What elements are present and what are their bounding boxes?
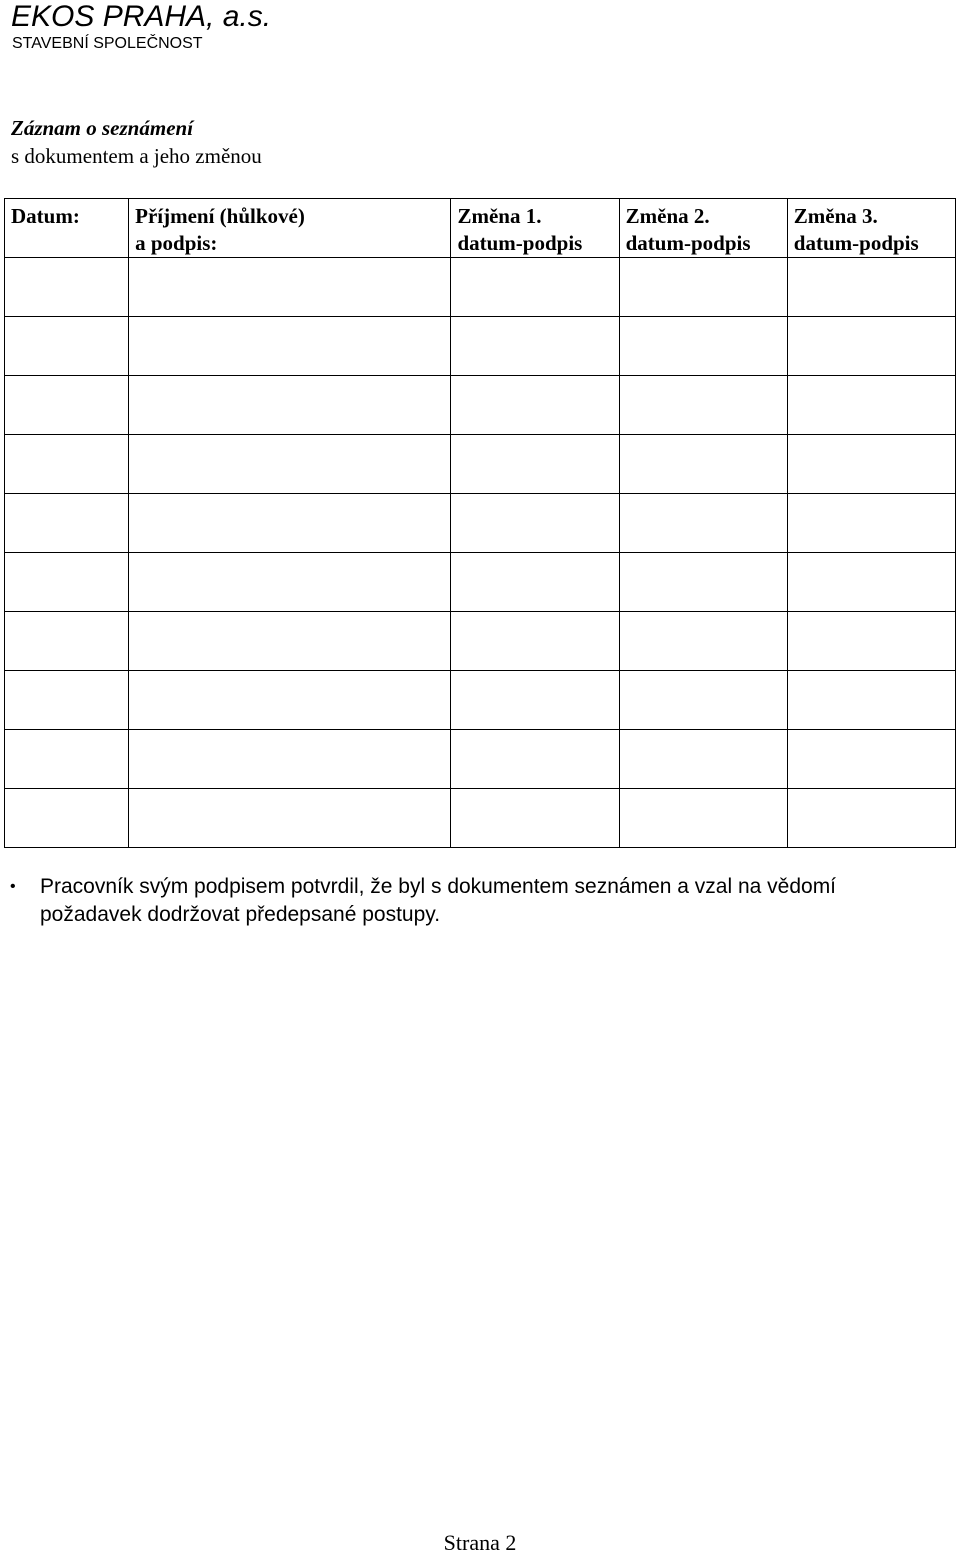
- table-cell: [619, 671, 787, 730]
- table-cell: [787, 671, 955, 730]
- note-bullet: •: [10, 878, 16, 895]
- table-cell: [451, 258, 619, 317]
- table-cell: [451, 789, 619, 848]
- table-row: [5, 435, 956, 494]
- table-cell: [129, 494, 451, 553]
- table-cell: [5, 612, 129, 671]
- header-datum: [5, 199, 129, 258]
- table-cell: [129, 730, 451, 789]
- table-cell: [129, 553, 451, 612]
- company-name: EKOS PRAHA, a.s.: [11, 0, 272, 33]
- table-cell: [451, 730, 619, 789]
- header-name-line2: a podpis:: [135, 231, 218, 255]
- table-cell: [619, 553, 787, 612]
- table-cell: [129, 258, 451, 317]
- document-title: Záznam o seznámení: [11, 116, 194, 140]
- table-header-row: [5, 199, 956, 258]
- header-change-2-line2: datum-podpis: [625, 231, 751, 255]
- header-change-2: [619, 199, 787, 258]
- header-change-1: [451, 199, 619, 258]
- header-name-signature: [129, 199, 451, 258]
- table-body: [5, 258, 956, 848]
- table-row: [5, 258, 956, 317]
- table-row: [5, 317, 956, 376]
- table-cell: [129, 612, 451, 671]
- table-cell: [451, 494, 619, 553]
- table-cell: [5, 494, 129, 553]
- table-cell: [619, 258, 787, 317]
- table-cell: [5, 376, 129, 435]
- table-row: [5, 612, 956, 671]
- header-change-3: [787, 199, 955, 258]
- table-cell: [129, 789, 451, 848]
- table-cell: [787, 376, 955, 435]
- table-cell: [5, 435, 129, 494]
- table-cell: [129, 376, 451, 435]
- table-cell: [787, 553, 955, 612]
- table-cell: [5, 789, 129, 848]
- page-number: Strana 2: [443, 1530, 517, 1555]
- document-subtitle: s dokumentem a jeho změnou: [11, 144, 262, 168]
- table-cell: [5, 317, 129, 376]
- header-name-line1: Příjmení (hůlkové): [135, 204, 305, 228]
- table-cell: [451, 435, 619, 494]
- table-cell: [619, 317, 787, 376]
- table-cell: [451, 317, 619, 376]
- table-row: [5, 494, 956, 553]
- header-change-3-line2: datum-podpis: [793, 231, 919, 255]
- header-change-2-line1: Změna 2.: [625, 204, 710, 228]
- table-row: [5, 671, 956, 730]
- header-change-3-line1: Změna 3.: [793, 204, 878, 228]
- table-cell: [787, 317, 955, 376]
- table-cell: [619, 612, 787, 671]
- table-cell: [129, 435, 451, 494]
- table-cell: [5, 553, 129, 612]
- table-cell: [787, 789, 955, 848]
- table-cell: [619, 494, 787, 553]
- header-datum-label: Datum:: [11, 204, 80, 228]
- table-cell: [619, 435, 787, 494]
- header-change-1-line2: datum-podpis: [457, 231, 583, 255]
- table-cell: [451, 612, 619, 671]
- table-cell: [451, 671, 619, 730]
- table-cell: [451, 376, 619, 435]
- table-cell: [5, 671, 129, 730]
- header-change-1-line1: Změna 1.: [457, 204, 542, 228]
- acknowledgement-table: [4, 198, 956, 848]
- table-cell: [787, 612, 955, 671]
- table-row: [5, 553, 956, 612]
- table-cell: [787, 730, 955, 789]
- table-cell: [619, 789, 787, 848]
- table-cell: [5, 730, 129, 789]
- table-cell: [129, 671, 451, 730]
- table-cell: [451, 553, 619, 612]
- table-cell: [787, 435, 955, 494]
- table-cell: [619, 376, 787, 435]
- table-cell: [619, 730, 787, 789]
- table-row: [5, 730, 956, 789]
- table-cell: [5, 258, 129, 317]
- table-row: [5, 376, 956, 435]
- table-cell: [787, 258, 955, 317]
- table-cell: [787, 494, 955, 553]
- table-row: [5, 789, 956, 848]
- acknowledgement-note: Pracovník svým podpisem potvrdil, že byl s dokumentem seznámen a vzal na vědomí požadavek dodržovat předepsané postupy.: [40, 875, 837, 926]
- table-cell: [129, 317, 451, 376]
- company-subtitle: STAVEBNÍ SPOLEČNOST: [12, 35, 203, 52]
